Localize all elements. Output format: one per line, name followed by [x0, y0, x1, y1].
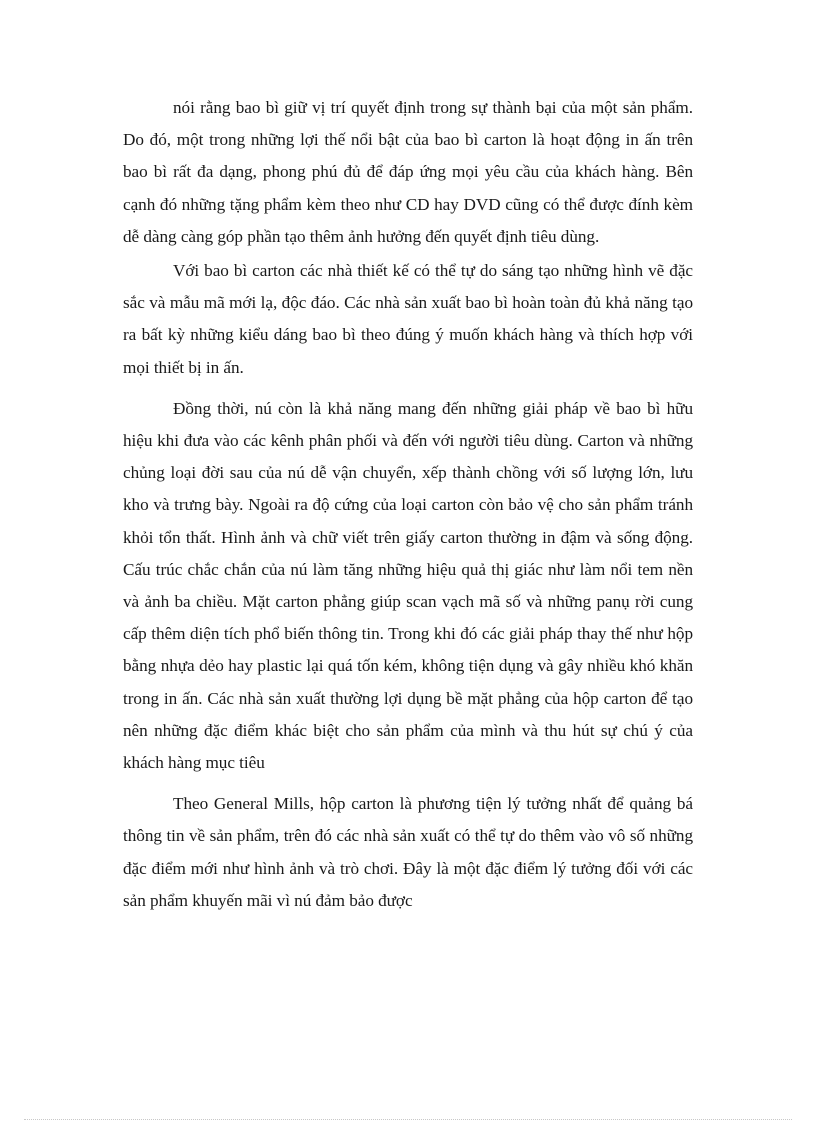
page-footer-divider	[24, 1119, 792, 1120]
paragraph-distribution: Đồng thời, nú còn là khả năng mang đến những giải pháp về bao bì hữu hiệu khi đưa vào các kênh phân phối và đến với người tiêu dùng. Carton và những chủng loại đời sau của nú dễ vận chuyển, xếp thành chồng với số lượng lớn, lưu kho và trưng bày. Ngoài ra độ cứng của loại carton còn bảo vệ cho sản phẩm tránh khỏi tổn thất. Hình ảnh và chữ viết trên giấy carton thường in đậm và sống động. Cấu trúc chắc chắn của nú làm tăng những hiệu quả thị giác như làm nổi tem nền và ảnh ba chiều. Mặt carton phẳng giúp scan vạch mã số và những panụ rời cung cấp thêm diện tích phổ biến thông tin. Trong khi đó các giải pháp thay thế như hộp bằng nhựa dẻo hay plastic lại quá tốn kém, không tiện dụng và gây nhiều khó khăn trong in ấn. Các nhà sản xuất thường lợi dụng bề mặt phẳng của hộp carton để tạo nên những đặc điểm khác biệt cho sản phẩm của mình và thu hút sự chú ý của khách hàng mục tiêu	[123, 398, 693, 773]
paragraph-carton-design: Với bao bì carton các nhà thiết kế có thể tự do sáng tạo những hình vẽ đặc sắc và mẫu mã mới lạ, độc đáo. Các nhà sản xuất bao bì hoàn toàn đủ khả năng tạo ra bất kỳ những kiểu dáng bao bì theo đúng ý muốn khách hàng và thích hợp với mọi thiết bị in ấn.	[123, 261, 693, 377]
paragraph-continuation: nói rằng bao bì giữ vị trí quyết định trong sự thành bại của một sản phẩm. Do đó, một trong những lợi thế nổi bật của bao bì carton là hoạt động in ấn trên bao bì rất đa dạng, phong phú đủ để đáp ứng mọi yêu cầu của khách hàng. Bên cạnh đó những tặng phẩm kèm theo như CD hay DVD cũng có thể được đính kèm dễ dàng càng góp phần tạo thêm ảnh hưởng đến quyết định tiêu dùng.	[123, 98, 693, 246]
paragraph-general-mills: Theo General Mills, hộp carton là phương tiện lý tưởng nhất để quảng bá thông tin về sản phẩm, trên đó các nhà sản xuất có thể tự do thêm vào vô số những đặc điểm mới như hình ảnh và trò chơi. Đây là một đặc điểm lý tưởng đối với các sản phẩm khuyến mãi vì nú đảm bảo được	[123, 794, 693, 910]
document-body	[123, 92, 693, 917]
